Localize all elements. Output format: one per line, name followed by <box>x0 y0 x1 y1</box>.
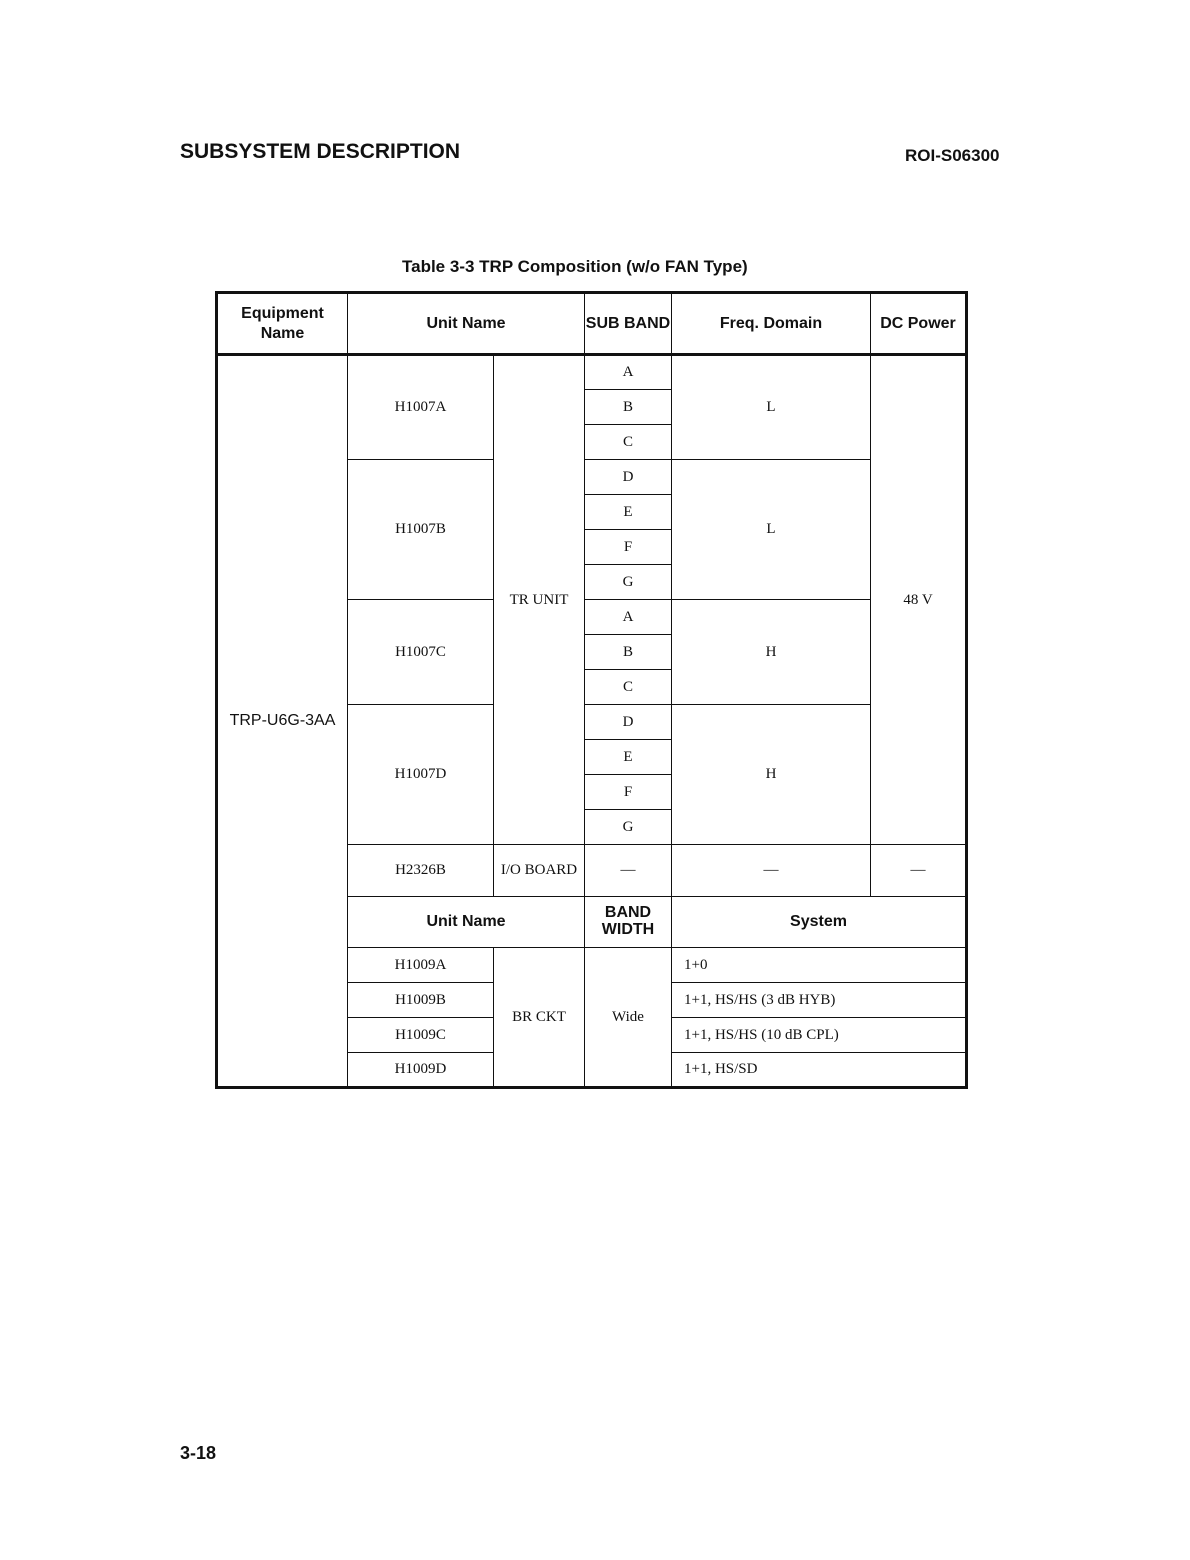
sub-band-cell: C <box>585 670 672 705</box>
br-unit-name-cell: H1009D <box>348 1053 494 1088</box>
sub-band-cell: G <box>585 810 672 845</box>
unit-name-cell: H2326B <box>348 845 494 897</box>
br-unit-name-cell: H1009C <box>348 1018 494 1053</box>
system-cell: 1+1, HS/HS (3 dB HYB) <box>672 983 967 1018</box>
sub-band-cell: A <box>585 600 672 635</box>
unit-name-header: Unit Name <box>348 293 585 355</box>
freq-domain-cell: H <box>672 705 871 845</box>
freq-domain-cell: L <box>672 355 871 460</box>
section-title: SUBSYSTEM DESCRIPTION <box>180 140 461 163</box>
sub-band-cell: F <box>585 530 672 565</box>
table-row <box>217 355 967 390</box>
sub-band-header: SUB BAND <box>585 293 672 355</box>
dc-power-cell: — <box>871 845 967 897</box>
br-unit-name-cell: H1009B <box>348 983 494 1018</box>
sub-band-cell: — <box>585 845 672 897</box>
equipment-name-cell: TRP-U6G-3AA <box>217 355 348 1088</box>
freq-domain-header: Freq. Domain <box>672 293 871 355</box>
unit-name-cell: H1007C <box>348 600 494 705</box>
sub-band-cell: E <box>585 740 672 775</box>
header-row <box>217 293 967 355</box>
sub-band-cell: D <box>585 460 672 495</box>
sub-band-cell: G <box>585 565 672 600</box>
system-cell: 1+0 <box>672 948 967 983</box>
equipment-name-header: Equipment Name <box>217 293 348 355</box>
br-unit-name-header: Unit Name <box>348 897 585 948</box>
band-width-header: BAND WIDTH <box>585 897 672 948</box>
unit-name-cell: H1007A <box>348 355 494 460</box>
unit-type-cell: I/O BOARD <box>494 845 585 897</box>
br-unit-name-cell: H1009A <box>348 948 494 983</box>
dc-power-header: DC Power <box>871 293 967 355</box>
document-id: ROI-S06300 <box>905 146 1000 165</box>
table-caption: Table 3-3 TRP Composition (w/o FAN Type) <box>402 257 748 276</box>
sub-band-cell: B <box>585 390 672 425</box>
br-type-cell: BR CKT <box>494 948 585 1088</box>
freq-domain-cell: — <box>672 845 871 897</box>
band-width-cell: Wide <box>585 948 672 1088</box>
sub-band-cell: F <box>585 775 672 810</box>
system-cell: 1+1, HS/HS (10 dB CPL) <box>672 1018 967 1053</box>
freq-domain-cell: H <box>672 600 871 705</box>
sub-band-cell: D <box>585 705 672 740</box>
sub-band-cell: B <box>585 635 672 670</box>
sub-band-cell: A <box>585 355 672 390</box>
page-number: 3-18 <box>180 1443 217 1463</box>
system-cell: 1+1, HS/SD <box>672 1053 967 1088</box>
dc-power-cell: 48 V <box>871 355 967 845</box>
system-header: System <box>672 897 967 948</box>
unit-name-cell: H1007D <box>348 705 494 845</box>
unit-type-cell: TR UNIT <box>494 355 585 845</box>
sub-band-cell: C <box>585 425 672 460</box>
freq-domain-cell: L <box>672 460 871 600</box>
sub-band-cell: E <box>585 495 672 530</box>
unit-name-cell: H1007B <box>348 460 494 600</box>
trp-composition-table <box>215 291 968 1089</box>
